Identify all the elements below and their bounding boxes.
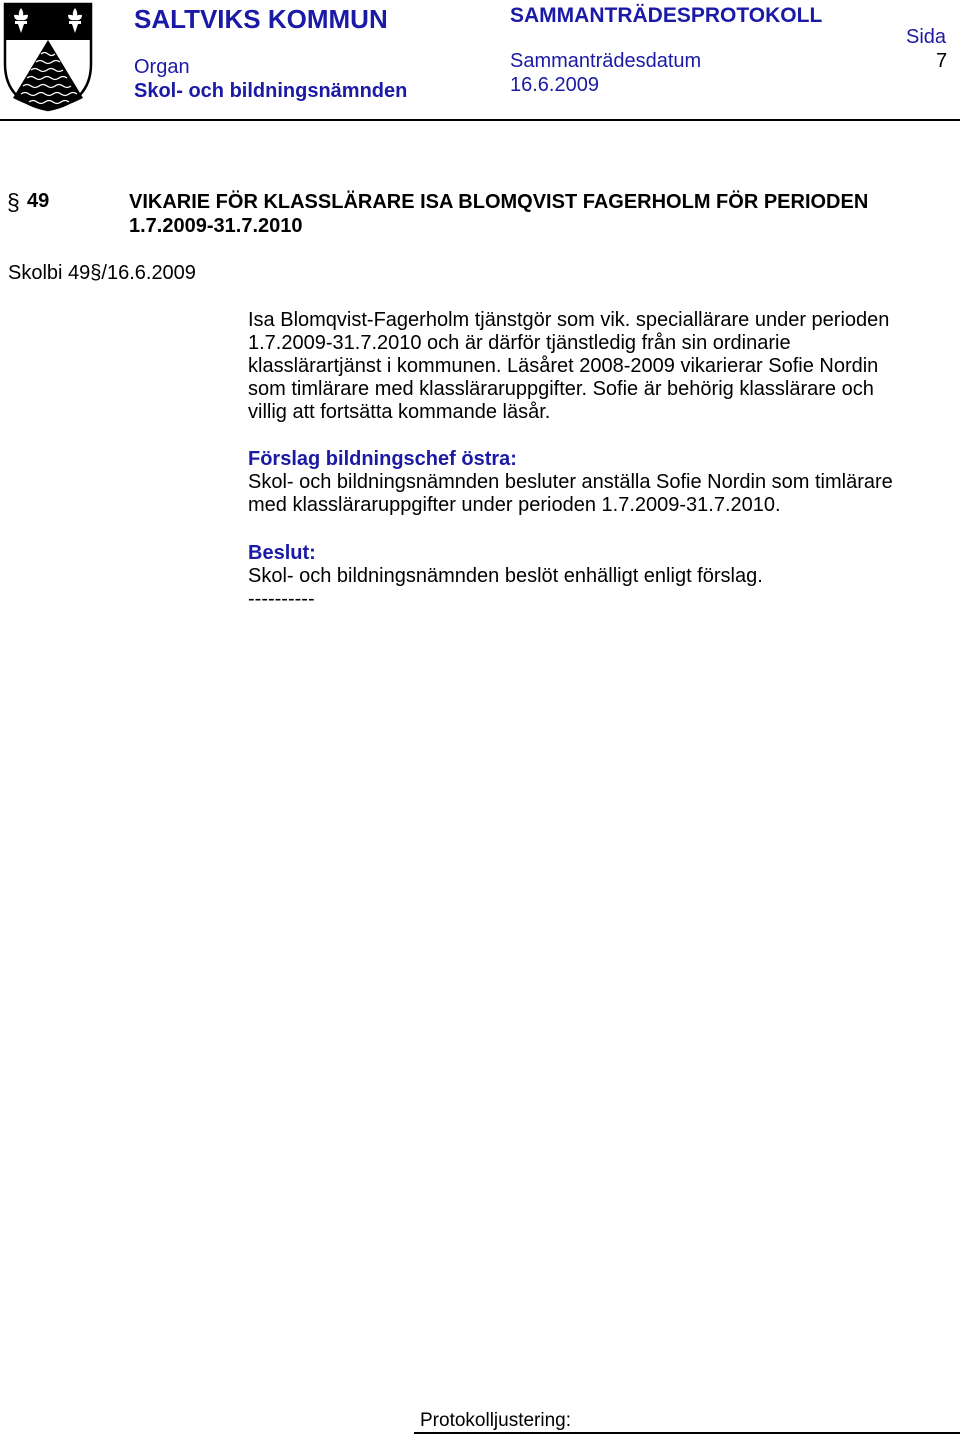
minutes-verification-label: Protokolljustering: [420, 1410, 572, 1431]
signature-line [414, 1432, 960, 1434]
section-title-line: 1.7.2009-31.7.2010 [129, 215, 303, 237]
proposal-block [248, 448, 948, 517]
page-label: Sida [906, 26, 947, 48]
paragraph-line: 1.7.2009-31.7.2010 och är därför tjänstledig från sin ordinarie [248, 332, 791, 354]
organ-value: Skol- och bildningsnämnden [134, 80, 408, 102]
section-number: 49 [27, 190, 50, 212]
section-sign: § [7, 189, 20, 215]
intro-paragraph [248, 309, 948, 424]
decision-block [248, 542, 948, 611]
coat-of-arms-icon [3, 2, 93, 112]
previous-reference: Skolbi 49§/16.6.2009 [8, 262, 196, 284]
proposal-line: med klassläraruppgifter under perioden 1.7.2009-31.7.2010. [248, 494, 781, 516]
decision-heading: Beslut: [248, 542, 316, 564]
header-divider [0, 119, 960, 121]
section-title [129, 190, 929, 238]
decision-text: Skol- och bildningsnämnden beslöt enhälligt enligt förslag. [248, 565, 763, 587]
proposal-line: Skol- och bildningsnämnden besluter anställa Sofie Nordin som timlärare [248, 471, 893, 493]
municipality-name: SALTVIKS KOMMUN [134, 4, 388, 34]
paragraph-line: Isa Blomqvist-Fagerholm tjänstgör som vik. speciallärare under perioden [248, 309, 890, 331]
organ-label: Organ [134, 56, 190, 78]
paragraph-line: villig att fortsätta kommande läsår. [248, 401, 551, 423]
meeting-date-label: Sammanträdesdatum [510, 50, 702, 72]
page-number: 7 [936, 50, 948, 72]
document-type: SAMMANTRÄDESPROTOKOLL [510, 4, 823, 27]
proposal-heading: Förslag bildningschef östra: [248, 448, 517, 470]
section-separator: ---------- [248, 588, 315, 610]
meeting-date-value: 16.6.2009 [510, 74, 599, 96]
section-title-line: VIKARIE FÖR KLASSLÄRARE ISA BLOMQVIST FAGERHOLM FÖR PERIODEN [129, 191, 869, 213]
paragraph-line: som timlärare med klassläraruppgifter. Sofie är behörig klasslärare och [248, 378, 874, 400]
paragraph-line: klasslärartjänst i kommunen. Läsåret 2008-2009 vikarierar Sofie Nordin [248, 355, 879, 377]
